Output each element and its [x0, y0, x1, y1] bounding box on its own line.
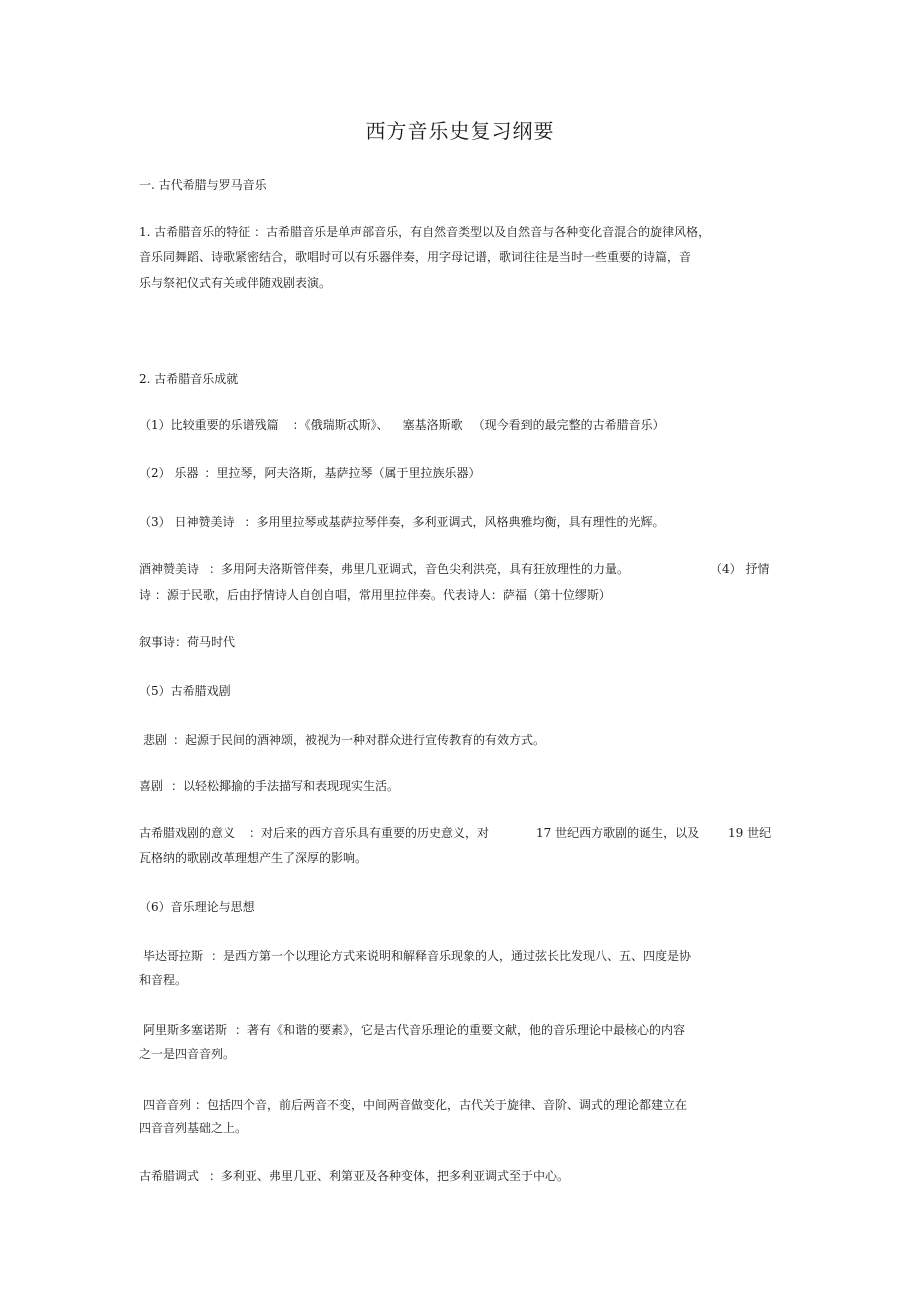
item-line: 叙事诗：荷马时代: [139, 635, 236, 649]
item-heading: （6）音乐理论与思想: [139, 900, 255, 914]
item-line: [139, 825, 489, 841]
item-text: ：《俄瑞斯忒斯》、: [292, 418, 389, 432]
item-line: [143, 948, 691, 964]
item-label: 毕达哥拉斯: [143, 949, 204, 963]
item-text: 19 世纪: [728, 826, 772, 840]
item-label: 酒神赞美诗: [139, 562, 200, 576]
item-line: [143, 1097, 687, 1113]
item-text: ：多用里拉琴或基萨拉琴伴奏，多利亚调式，风格典雅均衡，具有理性的光辉。: [244, 515, 665, 529]
item-line: [139, 465, 480, 481]
item-text: 17 世纪西方歌剧的诞生，以及: [536, 826, 700, 840]
item-line: [139, 1168, 569, 1184]
item-label: 古希腊戏剧的意义: [139, 826, 236, 840]
item-label: 悲剧: [143, 733, 168, 747]
item-label: （3） 日神赞美诗: [139, 515, 235, 529]
section-heading-1: 一. 古代希腊与罗马音乐: [139, 178, 267, 192]
item-text: ：包括四个音，前后两音不变，中间两音做变化，古代关于旋律、音阶、调式的理论都建立在: [195, 1098, 688, 1112]
item-label: 阿里斯多塞诺斯: [143, 1023, 228, 1037]
item-text: 塞基洛斯歌: [402, 418, 463, 432]
item-line: [139, 417, 665, 433]
item-text: ：多利亚、弗里几亚、利第亚及各种变体，把多利亚调式至于中心。: [209, 1169, 570, 1183]
section-heading-2: 2. 古希腊音乐成就: [139, 372, 239, 386]
item-text: ：以轻松揶揄的手法描写和表现现实生活。: [171, 779, 400, 793]
item-label: （4） 抒情: [710, 562, 770, 576]
item-text: ：对后来的西方音乐具有重要的历史意义，对: [249, 826, 490, 840]
item-text: ：多用阿夫洛斯管伴奏，弗里几亚调式，音色尖利洪亮，具有狂放理性的力量。: [209, 562, 630, 576]
paragraph-line: 乐与祭祀仪式有关或伴随戏剧表演。: [139, 276, 332, 290]
item-text: ：里拉琴，阿夫洛斯，基萨拉琴（属于里拉族乐器）: [204, 466, 481, 480]
item-line: 之一是四音音列。: [139, 1047, 236, 1061]
item-label: 古希腊调式: [139, 1169, 200, 1183]
item-line: 诗 ：源于民歌，后由抒情诗人自创自唱，常用里拉伴奏。代表诗人：萨福（第十位缪斯）: [139, 588, 611, 602]
item-line: [139, 514, 664, 530]
item-text: （现今看到的最完整的古希腊音乐）: [472, 418, 665, 432]
item-line: [139, 778, 399, 794]
item-line: [143, 1022, 685, 1038]
item-label: 四音音列: [143, 1098, 192, 1112]
item-line: 四音音列基础之上。: [139, 1121, 248, 1135]
paragraph-line: 音乐同舞蹈、诗歌紧密结合，歌唱时可以有乐器伴奏，用字母记谱，歌词往往是当时一些重要的诗篇，音: [139, 250, 692, 264]
item-label: （1）比较重要的乐谱残篇: [139, 418, 279, 432]
item-line: 和音程。: [139, 973, 188, 987]
item-text: ：著有《和谐的要素》，它是古代音乐理论的重要文献，他的音乐理论中最核心的内容: [235, 1023, 686, 1037]
item-heading: （5）古希腊戏剧: [139, 684, 231, 698]
item-line: [143, 732, 545, 748]
item-line: [139, 561, 629, 577]
item-text: ：起源于民间的酒神颂，被视为一种对群众进行宣传教育的有效方式。: [173, 733, 546, 747]
page-title: 西方音乐史复习纲要: [365, 119, 555, 143]
paragraph-line: 1. 古希腊音乐的特征 ：古希腊音乐是单声部音乐，有自然音类型以及自然音与各种变化音混合的旋律风格，: [139, 225, 711, 239]
item-text: ：是西方第一个以理论方式来说明和解释音乐现象的人，通过弦长比发现八、五、四度是协: [211, 949, 692, 963]
item-line: 瓦格纳的歌剧改革理想产生了深厚的影响。: [139, 851, 368, 865]
item-label: （2） 乐器: [139, 466, 199, 480]
item-label: 喜剧: [139, 779, 164, 793]
